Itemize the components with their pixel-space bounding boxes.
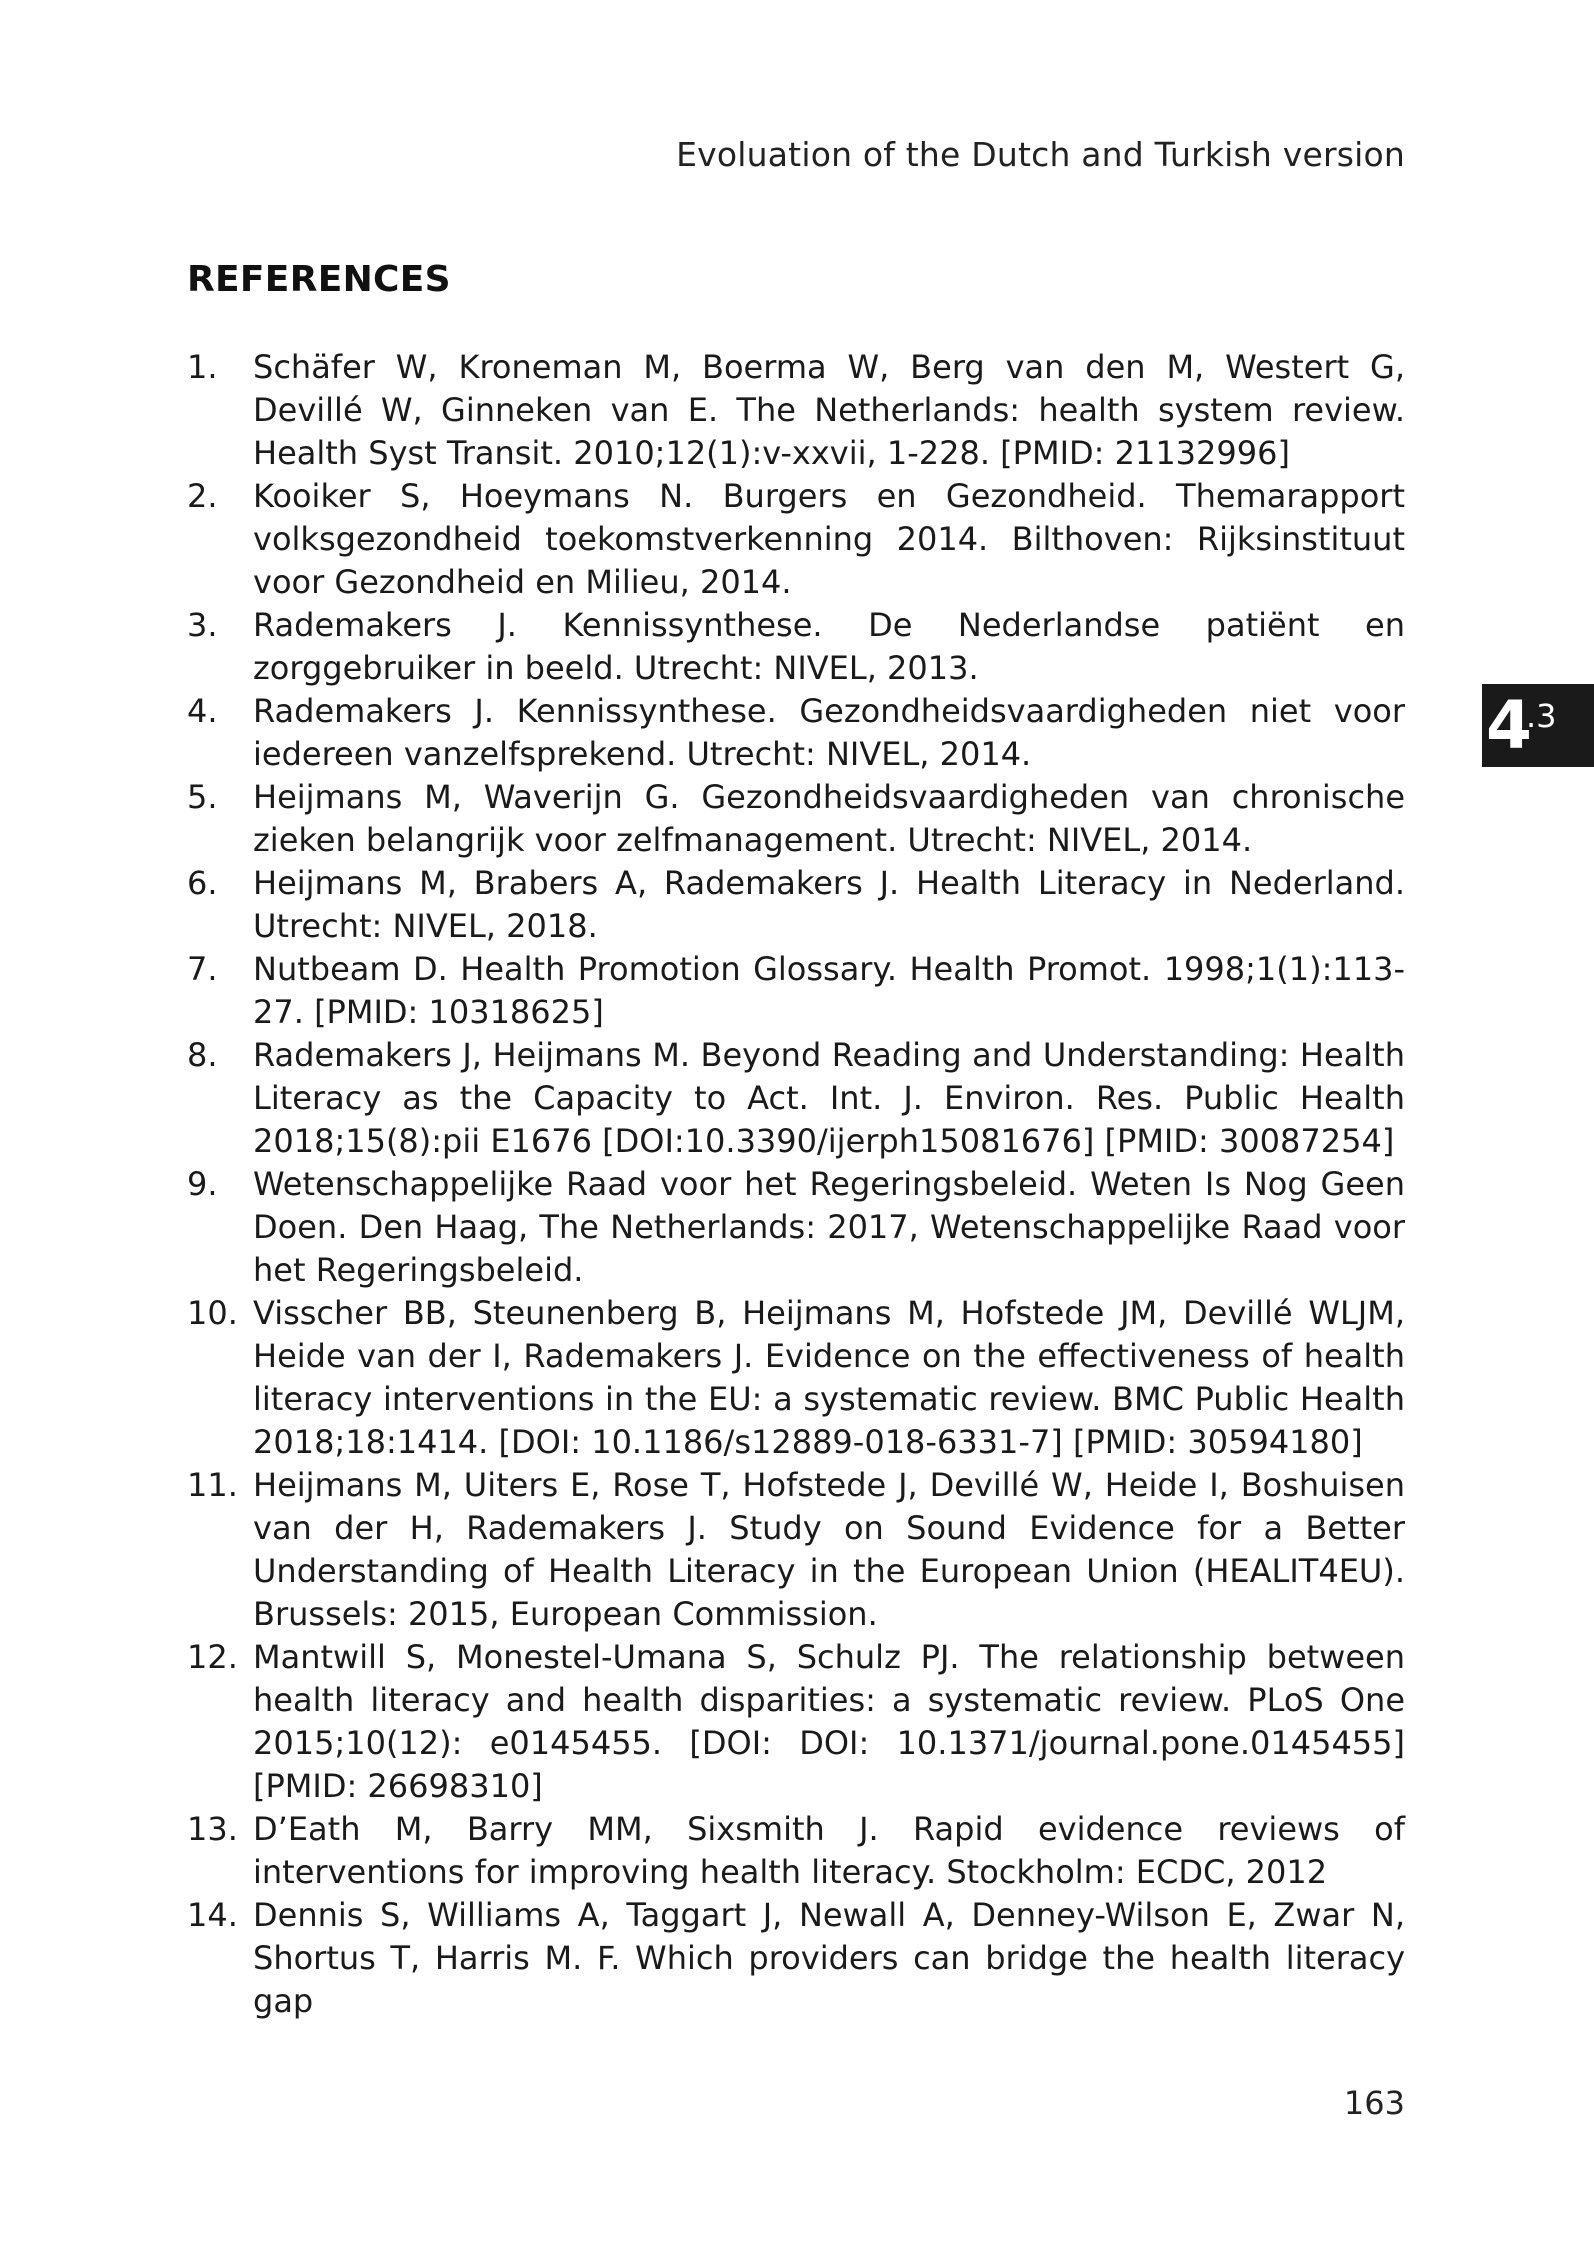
reference-text: Nutbeam D. Health Promotion Glossary. Health Promot. 1998;1(1):113-27. [PMID: 10318625] (253, 950, 1405, 1031)
reference-item (187, 1292, 1405, 1464)
reference-item (187, 346, 1405, 475)
reference-item (187, 1163, 1405, 1292)
reference-text: Mantwill S, Monestel-Umana S, Schulz PJ. The relationship between health literacy and health disparities: a systematic review. PLoS One 2015;10(12): e0145455. [DOI: DOI: 10.1371/journal.pone.0145455] [PMID: 26698310] (253, 1638, 1405, 1805)
reference-number: 9. (187, 1165, 218, 1203)
reference-text: Heijmans M, Waverijn G. Gezondheidsvaardigheden van chronische zieken belangrijk voor zelfmanagement. Utrecht: NIVEL, 2014. (253, 778, 1405, 859)
reference-number: 13. (187, 1810, 238, 1848)
reference-number: 6. (187, 864, 218, 902)
reference-item (187, 1808, 1405, 1894)
reference-number: 7. (187, 950, 218, 988)
reference-item (187, 1894, 1405, 2023)
reference-number: 10. (187, 1294, 238, 1332)
reference-item (187, 776, 1405, 862)
reference-item (187, 1636, 1405, 1808)
reference-number: 12. (187, 1638, 238, 1676)
reference-item (187, 475, 1405, 604)
reference-text: Rademakers J, Heijmans M. Beyond Reading and Understanding: Health Literacy as the Capacity to Act. Int. J. Environ. Res. Public Health 2018;15(8):pii E1676 [DOI:10.3390/ijerph15081676] [PMID: 30087254] (253, 1036, 1405, 1160)
reference-item (187, 862, 1405, 948)
reference-text: Visscher BB, Steunenberg B, Heijmans M, Hofstede JM, Devillé WLJM, Heide van der I, Rademakers J. Evidence on the effectiveness of health literacy interventions in the EU: a systematic review. BMC Public Health 2018;18:1414. [DOI: 10.1186/s12889-018-6331-7] [PMID: 30594180] (253, 1294, 1405, 1461)
reference-text: Wetenschappelijke Raad voor het Regeringsbeleid. Weten Is Nog Geen Doen. Den Haag, The Netherlands: 2017, Wetenschappelijke Raad voor het Regeringsbeleid. (253, 1165, 1405, 1289)
reference-item (187, 1464, 1405, 1636)
reference-text: Schäfer W, Kroneman M, Boerma W, Berg van den M, Westert G, Devillé W, Ginneken van E. The Netherlands: health system review. Health Syst Transit. 2010;12(1):v-xxvii, 1-228. [PMID: 21132996] (253, 348, 1405, 472)
section-title: REFERENCES (187, 259, 451, 300)
reference-number: 1. (187, 348, 218, 386)
chapter-tab (1482, 684, 1594, 767)
reference-text: Rademakers J. Kennissynthese. Gezondheidsvaardigheden niet voor iedereen vanzelfsprekend. Utrecht: NIVEL, 2014. (253, 692, 1405, 773)
reference-list (187, 346, 1405, 2023)
reference-number: 3. (187, 606, 218, 644)
reference-number: 14. (187, 1896, 238, 1934)
reference-text: Heijmans M, Brabers A, Rademakers J. Health Literacy in Nederland. Utrecht: NIVEL, 2018. (253, 864, 1405, 945)
reference-text: Kooiker S, Hoeymans N. Burgers en Gezondheid. Themarapport volksgezondheid toekomstverkenning 2014. Bilthoven: Rijksinstituut voor Gezondheid en Milieu, 2014. (253, 477, 1405, 601)
reference-number: 8. (187, 1036, 218, 1074)
reference-item (187, 948, 1405, 1034)
reference-number: 11. (187, 1466, 238, 1504)
page-number: 163 (1343, 2084, 1405, 2122)
reference-number: 5. (187, 778, 218, 816)
running-header: Evoluation of the Dutch and Turkish version (676, 135, 1405, 174)
chapter-subsection: .3 (1526, 697, 1557, 735)
reference-text: D’Eath M, Barry MM, Sixsmith J. Rapid evidence reviews of interventions for improving health literacy. Stockholm: ECDC, 2012 (253, 1810, 1405, 1891)
reference-text: Dennis S, Williams A, Taggart J, Newall A, Denney-Wilson E, Zwar N, Shortus T, Harris M. F. Which providers can bridge the health literacy gap (253, 1896, 1405, 2020)
reference-item (187, 1034, 1405, 1163)
reference-text: Heijmans M, Uiters E, Rose T, Hofstede J, Devillé W, Heide I, Boshuisen van der H, Rademakers J. Study on Sound Evidence for a Better Understanding of Health Literacy in the European Union (HEALIT4EU). Brussels: 2015, European Commission. (253, 1466, 1405, 1633)
reference-item (187, 604, 1405, 690)
reference-text: Rademakers J. Kennissynthese. De Nederlandse patiënt en zorggebruiker in beeld. Utrecht: NIVEL, 2013. (253, 606, 1405, 687)
chapter-number: 4 (1486, 687, 1532, 764)
reference-number: 2. (187, 477, 218, 515)
reference-item (187, 690, 1405, 776)
reference-number: 4. (187, 692, 218, 730)
